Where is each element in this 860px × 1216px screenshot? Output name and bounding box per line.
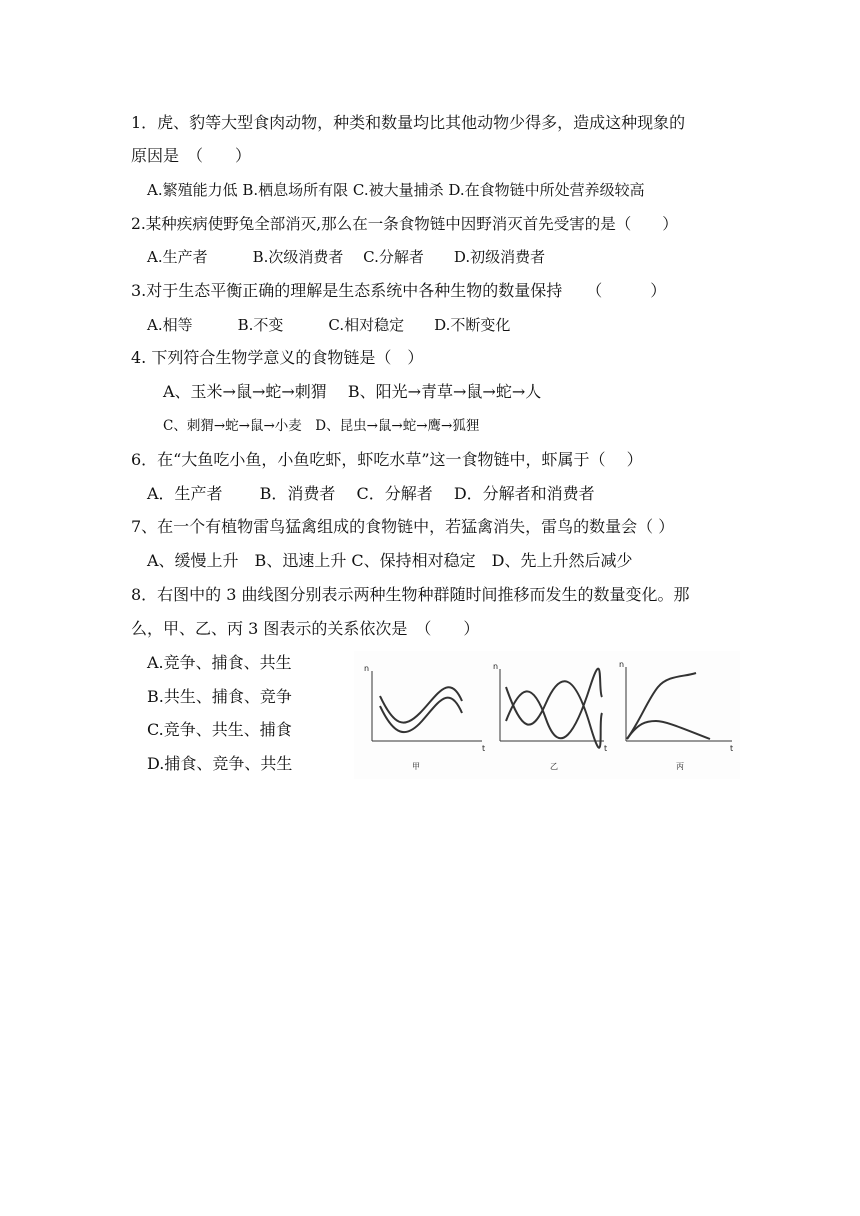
panel-bing-x-label: t	[730, 744, 734, 753]
q6-text: 6．在“大鱼吃小鱼，小鱼吃虾，虾吃水草”这一食物链中，虾属于（ ）	[131, 450, 643, 469]
q7-options: A、缓慢上升 B、迅速上升 C、保持相对稳定 D、先上升然后减少	[147, 551, 633, 570]
q8-option-b: B.共生、捕食、竞争	[147, 687, 292, 706]
q8-option-d: D.捕食、竞争、共生	[147, 754, 293, 773]
q4-options-line-1: A、玉米→鼠→蛇→刺猬 B、阳光→青草→鼠→蛇→人	[163, 382, 542, 401]
q2-text: 2.某种疾病使野兔全部消灭,那么在一条食物链中因野消灭首先受害的是（ ）	[131, 215, 678, 233]
q4-options-line-2: C、刺猬→蛇→鼠→小麦 D、昆虫→鼠→蛇→鹰→狐狸	[163, 418, 480, 434]
population-curves-figure	[354, 651, 740, 779]
panel-jia	[372, 671, 482, 741]
panel-jia-y-label: n	[364, 664, 370, 673]
q8-option-c: C.竞争、共生、捕食	[147, 720, 292, 739]
q4-text: 4. 下列符合生物学意义的食物链是（ ）	[131, 348, 424, 367]
q6-options: A．生产者 B．消费者 C．分解者 D．分解者和消费者	[147, 484, 595, 503]
panel-yi-caption: 乙	[550, 762, 558, 771]
q2-options: A.生产者 B.次级消费者 C.分解者 D.初级消费者	[147, 248, 546, 266]
panel-yi-x-label: t	[604, 744, 608, 753]
panel-bing-y-label: n	[619, 660, 625, 669]
panel-bing-caption: 丙	[676, 762, 684, 771]
q7-text: 7、在一个有植物雷鸟猛禽组成的食物链中，若猛禽消失，雷鸟的数量会（ ）	[131, 517, 675, 536]
q3-options: A.相等 B.不变 C.相对稳定 D.不断变化	[147, 316, 511, 334]
q1-text-line-2: 原因是 （ ）	[131, 146, 252, 165]
panel-jia-caption: 甲	[412, 762, 420, 771]
panel-yi-y-label: n	[493, 662, 499, 671]
q8-text-line-2: 么，甲、乙、丙 3 图表示的关系依次是 （ ）	[131, 619, 480, 638]
q8-text-line-1: 8．右图中的 3 曲线图分别表示两种生物种群随时间推移而发生的数量变化。那	[131, 585, 690, 604]
q1-options: A.繁殖能力低 B.栖息场所有限 C.被大量捕杀 D.在食物链中所处营养级较高	[147, 181, 645, 199]
panel-yi	[500, 669, 604, 748]
q1-text-line-1: 1．虎、豹等大型食肉动物，种类和数量均比其他动物少得多，造成这种现象的	[131, 113, 686, 132]
q3-text: 3.对于生态平衡正确的理解是生态系统中各种生物的数量保持 （ ）	[131, 281, 667, 300]
q8-option-a: A.竞争、捕食、共生	[147, 653, 292, 672]
panel-bing	[626, 667, 732, 741]
panel-jia-x-label: t	[482, 744, 486, 753]
